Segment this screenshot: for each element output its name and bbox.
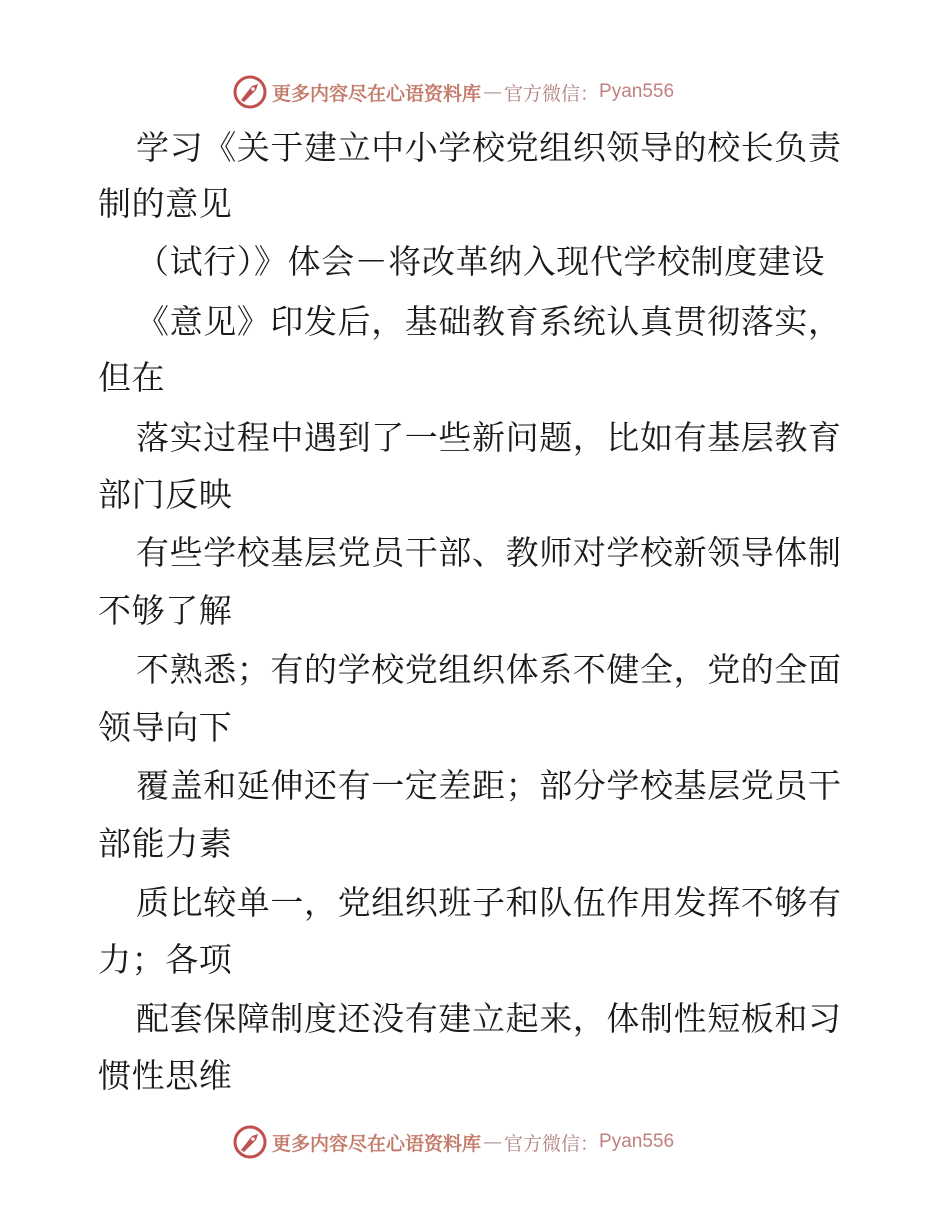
text-line: 部能力素 bbox=[98, 824, 233, 863]
banner-wechat-label: 官方微信： bbox=[504, 82, 600, 105]
footer-banner bbox=[232, 1122, 674, 1162]
pen-nib-logo-icon bbox=[232, 1124, 268, 1160]
text-line: 力；各项 bbox=[98, 940, 233, 979]
text-line: 部门反映 bbox=[98, 475, 233, 514]
banner-separator: — bbox=[483, 81, 503, 103]
banner-wechat-id: Pyan556 bbox=[599, 81, 675, 102]
text-line: 覆盖和延伸还有一定差距；部分学校基层党员干 bbox=[136, 766, 842, 805]
text-line: 不熟悉；有的学校党组织体系不健全，党的全面 bbox=[136, 650, 842, 689]
banner-separator: — bbox=[483, 1131, 503, 1153]
text-line: 制的意见 bbox=[98, 184, 233, 223]
header-banner bbox=[232, 72, 674, 112]
text-line: 惯性思维 bbox=[98, 1056, 233, 1095]
text-line: 领导向下 bbox=[98, 708, 233, 747]
text-line: 不够了解 bbox=[98, 591, 233, 630]
text-line: 质比较单一，党组织班子和队伍作用发挥不够有 bbox=[136, 883, 842, 922]
banner-wechat-label: 官方微信： bbox=[504, 1132, 600, 1155]
text-line: 《意见》印发后，基础教育系统认真贯彻落实， bbox=[136, 302, 842, 341]
text-line: （试行）》体会－将改革纳入现代学校制度建设 bbox=[136, 242, 826, 281]
text-line: 配套保障制度还没有建立起来，体制性短板和习 bbox=[136, 999, 842, 1038]
banner-site-name: 更多内容尽在心语资料库 bbox=[272, 1132, 482, 1155]
text-line: 学习《关于建立中小学校党组织领导的校长负责 bbox=[136, 128, 842, 167]
banner-wechat-id: Pyan556 bbox=[599, 1131, 675, 1152]
text-line: 但在 bbox=[98, 358, 166, 397]
banner-site-name: 更多内容尽在心语资料库 bbox=[272, 82, 482, 105]
text-line: 落实过程中遇到了一些新问题，比如有基层教育 bbox=[136, 418, 842, 457]
text-line: 有些学校基层党员干部、教师对学校新领导体制 bbox=[136, 533, 842, 572]
pen-nib-logo-icon bbox=[232, 74, 268, 110]
